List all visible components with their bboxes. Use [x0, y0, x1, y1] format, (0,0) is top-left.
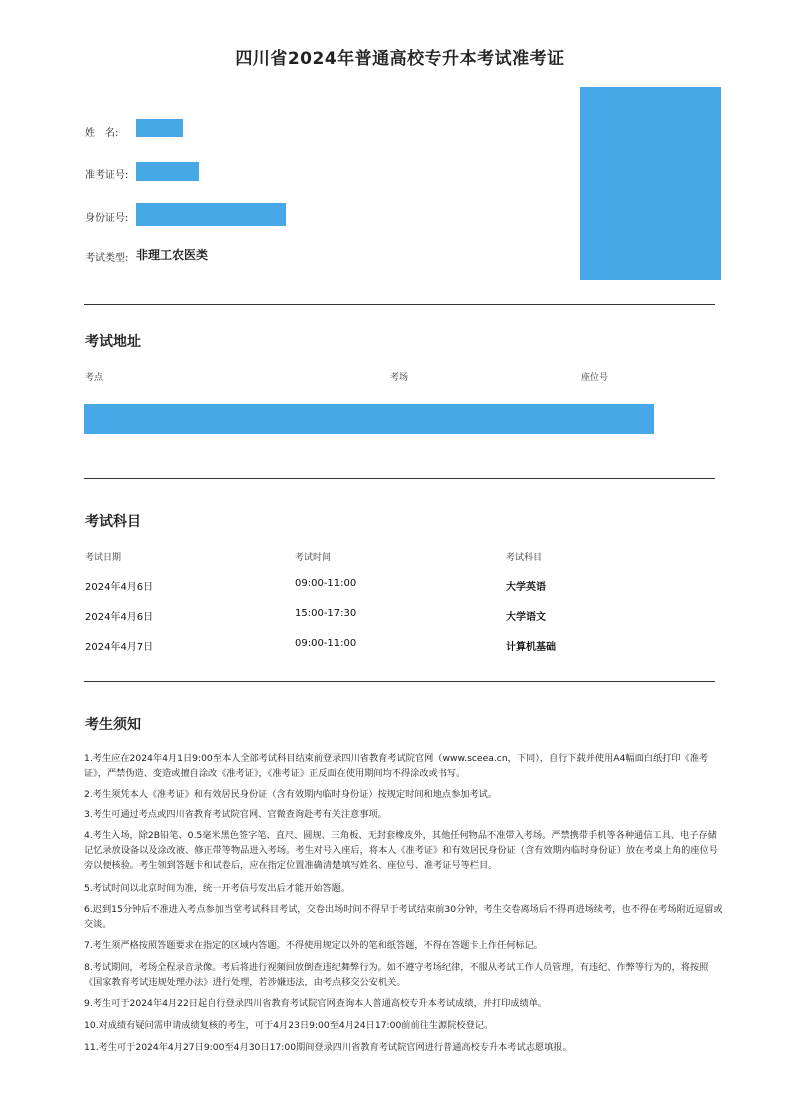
page-title: 四川省2024年普通高校专升本考试准考证 [235, 49, 565, 69]
id-number-redacted [136, 203, 286, 226]
notice-item-10: 10.对成绩有疑问需申请成绩复核的考生，可于4月23日9:00至4月24日17:00前前往生源院校登记。 [84, 1020, 494, 1031]
divider [84, 478, 715, 479]
subject-row-2-name: 大学语文 [506, 612, 546, 623]
address-col-seat: 座位号 [581, 373, 609, 383]
exam-type-value: 非理工农医类 [136, 248, 209, 262]
id-number-label: 身份证号: [85, 213, 129, 224]
candidate-photo [580, 87, 721, 280]
exam-type-label: 考试类型: [85, 253, 129, 264]
notice-section-title: 考生须知 [85, 717, 141, 733]
name-label: 姓 名: [85, 128, 119, 139]
subjects-section-title: 考试科目 [85, 514, 141, 530]
subject-row-3-name: 计算机基础 [506, 642, 556, 653]
subject-row-1-time: 09:00-11:00 [295, 578, 357, 589]
notice-item-5: 5.考试时间以北京时间为准，统一开考信号发出后才能开始答题。 [84, 883, 351, 894]
subject-row-2-time: 15:00-17:30 [295, 608, 357, 619]
notice-item-4: 4.考生入场，除2B铅笔、0.5毫米黑色签字笔、直尺、圆规、三角板、无封套橡皮外，其他任何物品不准带入考场。严禁携带手机等各种通信工具、电子存储记忆录放设备以及涂改液、修正带等物品进入考场。考生对号入座后，将本人《准考证》和有效居民身份证（含有效期内临时身份证）放在考桌上角的座位号旁以便核验。考生领到答题卡和试卷后，应在指定位置准确清楚填写姓名、座位号、准考证号等栏目。 [84, 830, 718, 871]
notice-item-9: 9.考生可于2024年4月22日起自行登录四川省教育考试院官网查询本人普通高校专升本考试成绩，并打印成绩单。 [84, 998, 548, 1009]
subjects-col-date: 考试日期 [85, 553, 122, 563]
ticket-number-label: 准考证号: [85, 170, 129, 181]
subject-row-1-name: 大学英语 [506, 582, 546, 593]
notice-item-8: 8.考试期间，考场全程录音录像。考后将进行视频回放倒查违纪舞弊行为。如不遵守考场纪律，不服从考试工作人员管理，有违纪、作弊等行为的，将按照《国家教育考试违规处理办法》进行处理，若涉嫌违法，由考点移交公安机关。 [84, 962, 709, 988]
address-col-room: 考场 [390, 373, 409, 383]
notice-item-1: 1.考生应在2024年4月1日9:00至本人全部考试科目结束前登录四川省教育考试院官网（www.sceea.cn，下同），自行下载并使用A4幅面白纸打印《准考证》，严禁伪造、变造或擅自涂改《准考证》，《准考证》正反面在使用期间均不得涂改或书写。 [84, 753, 709, 779]
subject-row-1-date: 2024年4月6日 [85, 582, 154, 593]
subjects-col-time: 考试时间 [295, 553, 332, 563]
notice-item-3: 3.考生可通过考点或四川省教育考试院官网、官微查询赴考有关注意事项。 [84, 809, 387, 820]
address-col-venue: 考点 [85, 373, 104, 383]
subjects-col-subject: 考试科目 [506, 553, 543, 563]
address-section-title: 考试地址 [85, 334, 141, 350]
subject-row-3-date: 2024年4月7日 [85, 642, 154, 653]
divider [84, 304, 715, 305]
notice-item-7: 7.考生须严格按照答题要求在指定的区域内答题。不得使用规定以外的笔和纸答题，不得在答题卡上作任何标记。 [84, 940, 543, 951]
subject-row-3-time: 09:00-11:00 [295, 638, 357, 649]
name-value-redacted [136, 119, 183, 137]
subject-row-2-date: 2024年4月6日 [85, 612, 154, 623]
ticket-number-redacted [136, 162, 199, 181]
notice-item-6: 6.迟到15分钟后不准进入考点参加当堂考试科目考试，交卷出场时间不得早于考试结束前30分钟，考生交卷离场后不得再进场续考，也不得在考场附近逗留或交谈。 [84, 904, 723, 930]
address-row-redacted [84, 404, 654, 434]
notice-item-11: 11.考生可于2024年4月27日9:00至4月30日17:00期间登录四川省教育考试院官网进行普通高校专升本考试志愿填报。 [84, 1042, 572, 1053]
notice-item-2: 2.考生须凭本人《准考证》和有效居民身份证（含有效期内临时身份证）按规定时间和地点参加考试。 [84, 789, 498, 800]
divider [84, 681, 715, 682]
